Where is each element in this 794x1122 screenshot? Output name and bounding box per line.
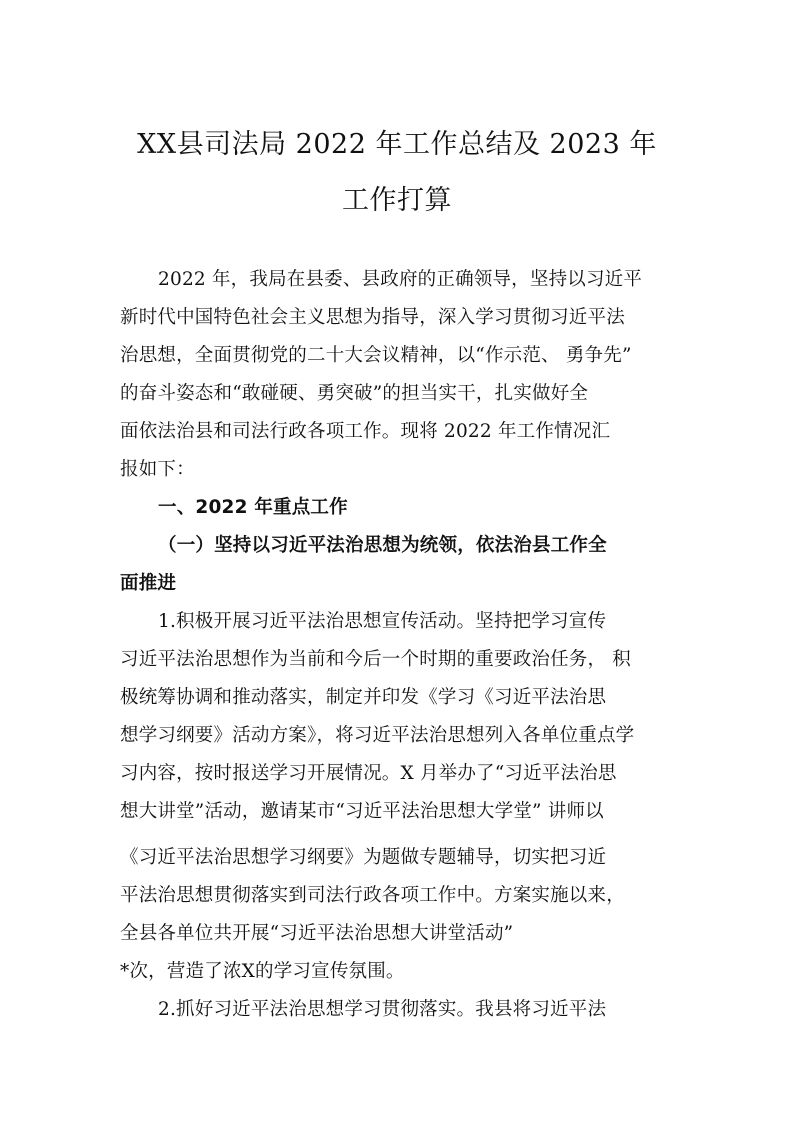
paragraph-line: 2022 年，我局在县委、县政府的正确领导，坚持以习近平 [158,269,643,290]
document-title-line-1: XX县司法局 2022 年工作总结及 2023 年 [137,129,657,160]
paragraph-line: 全县各单位共开展“习近平法治思想大讲堂活动” [120,923,514,944]
paragraph-line: 面依法治县和司法行政各项工作。现将 2022 年工作情况汇 [120,421,611,442]
paragraph-line: 习内容，按时报送学习开展情况。X 月举办了“习近平法治思 [120,763,617,784]
paragraph-line: 极统筹协调和推动落实，制定并印发《学习《习近平法治思 [120,687,607,708]
paragraph-line: *次，营造了浓X的学习宣传氛围。 [120,961,405,982]
subsection-heading: 面推进 [120,573,177,594]
paragraph-line: 新时代中国特色社会主义思想为指导，深入学习贯彻习近平法 [120,307,625,328]
paragraph-line: 想大讲堂”活动，邀请某市“习近平法治思想大学堂” 讲师以 [120,801,604,822]
paragraph-line: 2.抓好习近平法治思想学习贯彻落实。我县将习近平法 [158,999,607,1020]
paragraph-line: 《习近平法治思想学习纲要》为题做专题辅导，切实把习近 [120,847,607,868]
paragraph-line: 治思想，全面贯彻党的二十大会议精神，以“作示范、 勇争先” [120,345,632,366]
document-title-line-2: 工作打算 [342,185,452,216]
paragraph-line: 习近平法治思想作为当前和今后一个时期的重要政治任务， 积 [120,649,631,670]
section-heading: 一、2022 年重点工作 [158,497,348,518]
paragraph-line: 的奋斗姿态和“敢碰硬、勇突破”的担当实干，扎实做好全 [120,383,589,404]
paragraph-line: 1.积极开展习近平法治思想宣传活动。坚持把学习宣传 [158,611,607,632]
paragraph-line: 报如下： [120,459,195,480]
paragraph-line: 想学习纲要》活动方案》，将习近平法治思想列入各单位重点学 [120,725,635,746]
subsection-heading: （一）坚持以习近平法治思想为统领，依法治县工作全 [158,535,607,556]
paragraph-line: 平法治思想贯彻落实到司法行政各项工作中。方案实施以来， [120,885,625,906]
